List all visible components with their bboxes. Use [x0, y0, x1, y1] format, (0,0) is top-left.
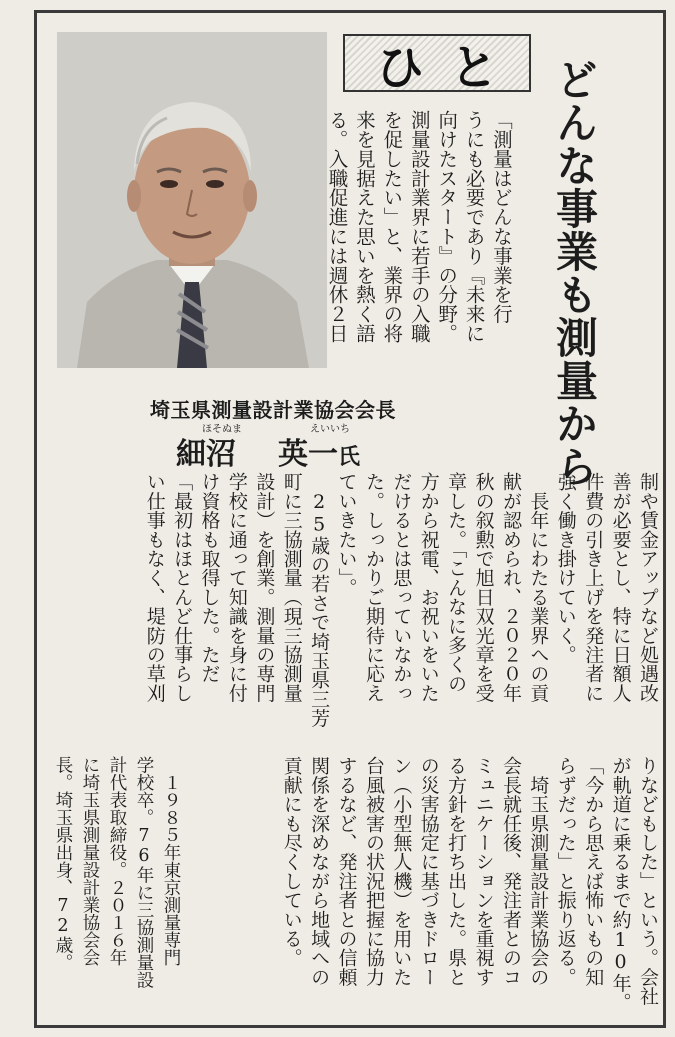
given-name: 英一	[278, 437, 338, 472]
bio-line: 計代表取締役。２０１６年	[107, 756, 127, 966]
body-text-upper	[140, 472, 661, 728]
given-name-ruby: えいいち	[310, 424, 350, 435]
person-role: 埼玉県測量設計業協会会長	[150, 398, 396, 422]
lead-paragraph	[323, 110, 515, 343]
family-name-ruby: ほそぬま	[202, 424, 242, 435]
portrait-photo	[57, 32, 327, 368]
bio-line: 長。埼玉県出身、72歳。	[53, 756, 73, 971]
bio-line: に埼玉県測量設計業協会会	[80, 756, 100, 966]
person-name	[176, 424, 361, 473]
lead-line: る。入職促進には週休２日	[325, 110, 349, 343]
body-line: 25歳の若さで埼玉県三芳	[308, 472, 331, 728]
bio-line: １９８５年東京測量専門	[161, 756, 181, 966]
body-line: 強く働き掛けていく。	[554, 472, 577, 664]
body-line: 学校に通って知識を身に付	[225, 472, 248, 703]
body-line: 献が認められ、２０２０年	[499, 472, 522, 703]
lead-line: 「測量はどんな事業を行	[490, 110, 513, 324]
family-name: 細沼	[176, 437, 236, 472]
body-line: 貢献にも尽くしている。	[280, 756, 303, 968]
body-line: 章した。「こんなに多くの	[445, 472, 468, 693]
body-line: 方から祝電、お祝いをいた	[417, 472, 440, 703]
body-line: た。しっかりご期待に応え	[362, 472, 385, 703]
body-line: 制や賃金アップなど処遇改	[637, 472, 659, 703]
body-text-lower	[277, 756, 661, 1012]
body-line: 会長就任後、発注者とのコ	[499, 756, 522, 987]
body-line: りなどもした」という。会社	[637, 756, 659, 1006]
body-line: だけるとは思っていなかっ	[390, 472, 413, 703]
body-line: 設計）を創業。測量の専門	[253, 472, 276, 703]
portrait-illustration	[57, 32, 327, 368]
body-line: するなど、発注者との信頼	[335, 756, 358, 987]
body-line: る方針を打ち出した。県と	[445, 756, 468, 987]
body-line: 「最初はほとんど仕事らし	[171, 472, 194, 703]
body-line: ミュニケーションを重視す	[472, 756, 495, 987]
body-line: 秋の叙勲で旭日双光章を受	[472, 472, 495, 703]
bio-line: 学校卒。76年に三協測量設	[134, 756, 154, 989]
column-badge: ひと	[343, 34, 531, 92]
lead-line: 測量設計業界に若手の入職	[407, 110, 431, 343]
name-suffix: 氏	[338, 444, 361, 470]
body-line: 関係を深めながら地域への	[308, 756, 331, 987]
body-line: 町に三協測量（現三協測量	[280, 472, 303, 703]
body-line: 善が必要とし、特に日額人	[609, 472, 632, 703]
body-line: 件費の引き上げを発注者に	[582, 472, 605, 703]
lead-line: うにも必要であり『未来に	[462, 110, 486, 343]
body-line: 長年にわたる業界への貢	[527, 472, 550, 703]
lead-line: 向けたスタート』の分野。	[435, 110, 459, 343]
body-line: ン（小型無人機）を用いた	[390, 756, 413, 987]
headline: どんな事業も測量から	[550, 58, 599, 488]
body-line: 台風被害の状況把握に協力	[362, 756, 385, 987]
body-line: らずだった」と振り返る。	[554, 756, 577, 987]
lead-line: 来を見据えた思いを熱く語	[352, 110, 376, 343]
body-line: ていきたい」。	[335, 472, 358, 597]
body-line: 埼玉県測量設計業協会の	[527, 756, 550, 987]
body-line: が軌道に乗るまで約10年。	[609, 756, 632, 1012]
body-line: 「今から思えば怖いもの知	[582, 756, 605, 987]
body-line: け資格も取得した。ただ	[198, 472, 221, 684]
lead-line: を促したい」と、業界の将	[380, 110, 404, 343]
biography-note	[49, 756, 184, 989]
body-line: の災害協定に基づきドロー	[417, 756, 440, 987]
body-line: い仕事もなく、堤防の草刈	[143, 472, 166, 703]
